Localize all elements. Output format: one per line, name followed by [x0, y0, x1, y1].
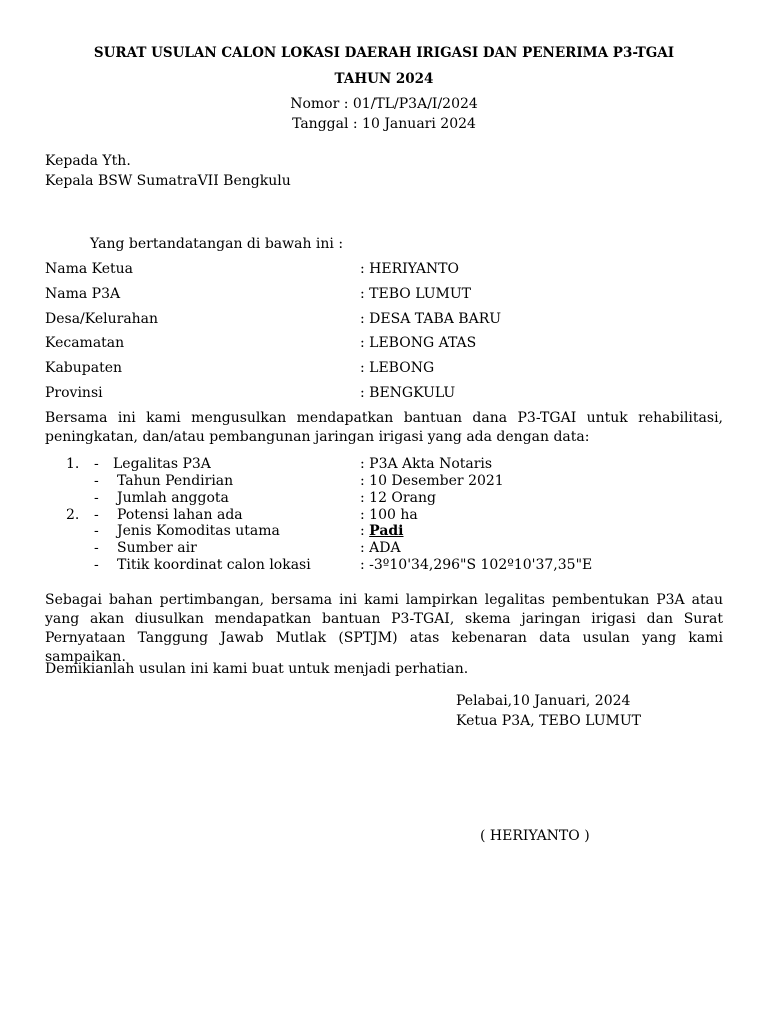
identity-label: Kabupaten [45, 360, 123, 376]
list-dash: - [94, 523, 99, 539]
document-year: TAHUN 2024 [334, 71, 434, 87]
list-label: Jumlah anggota [117, 490, 229, 506]
proposal-paragraph: Bersama ini kami mengusulkan mendapatkan bantuan dana P3-TGAI untuk rehabilitasi, peningkatan, dan/atau pembangunan jaringan irigasi yang ada dengan data: [45, 410, 723, 445]
list-label: Legalitas P3A [113, 456, 211, 472]
list-value: : ADA [360, 540, 401, 556]
list-value [360, 523, 404, 539]
identity-value: : BENGKULU [360, 385, 456, 401]
attachment-paragraph: Sebagai bahan pertimbangan, bersama ini kami lampirkan legalitas pembentukan P3A atau yang akan diusulkan mendapatkan bantuan P3-TGAI, skema jaringan irigasi dan Surat Pernyataan Tanggung Jawab Mutlak (SPTJM) atas kebenaran data usulan yang kami sampaikan. [45, 592, 723, 665]
list-label: Sumber air [117, 540, 197, 556]
list-label: Potensi lahan ada [117, 507, 243, 523]
list-label: Titik koordinat calon lokasi [117, 557, 311, 573]
identity-value: : TEBO LUMUT [360, 286, 472, 302]
list-value: : P3A Akta Notaris [360, 456, 493, 472]
list-dash: - [94, 456, 99, 472]
identity-label: Nama Ketua [45, 261, 134, 277]
list-value: : -3º10'34,296"S 102º10'37,35"E [360, 557, 593, 573]
list-value: : 10 Desember 2021 [360, 473, 504, 489]
list-number: 1. [66, 456, 80, 472]
signature-role: Ketua P3A, TEBO LUMUT [456, 713, 641, 729]
list-label: Tahun Pendirian [117, 473, 234, 489]
signature-place-date: Pelabai,10 Januari, 2024 [456, 693, 631, 709]
list-label: Jenis Komoditas utama [117, 523, 280, 539]
recipient-name: Kepala BSW SumatraVII Bengkulu [45, 173, 291, 189]
document-number: Nomor : 01/TL/P3A/I/2024 [290, 96, 478, 112]
signature-name: ( HERIYANTO ) [480, 828, 590, 844]
list-number: 2. [66, 507, 80, 523]
list-dash: - [94, 490, 99, 506]
list-value: : 12 Orang [360, 490, 436, 506]
identity-value: : HERIYANTO [360, 261, 459, 277]
recipient-salutation: Kepada Yth. [45, 153, 131, 169]
identity-label: Nama P3A [45, 286, 121, 302]
list-dash: - [94, 507, 99, 523]
identity-label: Provinsi [45, 385, 103, 401]
closing-text: Demikianlah usulan ini kami buat untuk menjadi perhatian. [45, 661, 469, 677]
list-dash: - [94, 473, 99, 489]
list-value: : 100 ha [360, 507, 418, 523]
identity-value: : LEBONG [360, 360, 435, 376]
list-dash: - [94, 540, 99, 556]
document-title: SURAT USULAN CALON LOKASI DAERAH IRIGASI DAN PENERIMA P3-TGAI [93, 45, 675, 61]
identity-label: Kecamatan [45, 335, 125, 351]
document-date: Tanggal : 10 Januari 2024 [292, 116, 476, 132]
identity-label: Desa/Kelurahan [45, 311, 159, 327]
commodity-value: Padi [369, 523, 404, 539]
list-dash: - [94, 557, 99, 573]
identity-value: : DESA TABA BARU [360, 311, 502, 327]
identity-value: : LEBONG ATAS [360, 335, 477, 351]
intro-text: Yang bertandatangan di bawah ini : [90, 236, 344, 252]
list-value-prefix: : [360, 523, 370, 539]
